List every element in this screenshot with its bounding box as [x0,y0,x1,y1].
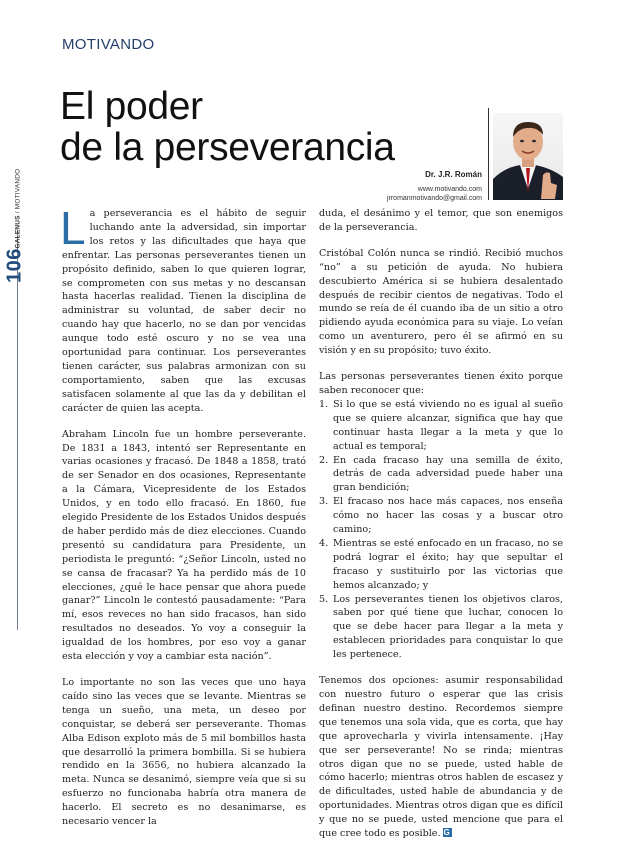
page-number-text: 106 [3,248,26,283]
success-list [319,398,563,662]
author-email: jrromanmotivando@gmail.com [386,195,482,202]
list-item-text: Si lo que se está viviendo no es igual al sueño que se quiere alcanzar, significa que hay que continuar hasta llegar a la meta y que lo actual es temporal; [333,398,563,452]
paragraph-edison-continued: duda, el desánimo y el temor, que son enemigos de la perseverancia. [319,208,563,233]
author-portrait-illustration [493,113,563,200]
list-item-number: 4. [319,537,329,549]
running-label-brand: GALENUS [14,215,22,249]
list-item-number: 3. [319,496,329,508]
section-label: MOTIVANDO [62,36,155,53]
list-item-number: 1. [319,398,329,410]
list-item-text: Los perseverantes tienen los objetivos claros, saben por qué tiene que luchar, conocen lo que se debe hacer para llegar a la meta y establecen prioridades para conquistar lo que les pertenece. [333,593,563,661]
paragraph-colon: Cristóbal Colón nunca se rindió. Recibió muchos “no” a su petición de ayuda. No hubiera descubierto América si se hubiera desalentado después de recibir cientos de negativas. Todo el mundo se reía de él cuando iba de un sitio a otro pidiendo ayuda económica para su viaje. Lo veían como un aventurero, pero él se afirmó en su visión y en su propósito; tuvo éxito. [319,247,563,357]
list-item [319,593,563,663]
list-item-text: El fracaso nos hace más capaces, nos enseña cómo no hacer las cosas y a buscar otro camino; [333,496,563,536]
author-website: www.motivando.com [417,186,482,193]
paragraph-lincoln: Abraham Lincoln fue un hombre perseverante. De 1831 a 1843, intentó ser Representante en varias ocasiones y fracasó. De 1848 a 1858, trató de ser Senador en dos ocasiones, Representante a la Cámara, Vicepresidente de los Estados Unidos, y en todo ello fracasó. En 1860, fue elegido Presidente de los Estados Unidos después de haber perdido más de diez elecciones. Cuando presentó su candidatura para Presidente, un periodista le preguntó: “¿Señor Lincoln, usted no se cansa de fracasar? Ya ha perdido más de 10 elecciones, ¿qué le hace pensar que ahora puede ganar?” Lincoln le contestó pausadamente: “Para mí, esos reveces no han sido fracasos, han sido resultados no deseados. Yo voy a conseguir la igualdad de los hombres, por eso voy a ganar esta elección y voy a cambiar esta nación”. [62,428,306,663]
list-item [319,537,563,593]
paragraph-list-intro: Las personas perseverantes tienen éxito porque saben reconocer que: [319,371,563,396]
article-title-line2: de la perseverancia [60,126,395,169]
author-name: Dr. J.R. Román [425,170,482,179]
byline-divider [488,108,489,200]
article-column-2 [319,207,563,853]
list-item [319,398,563,454]
page-number [4,242,26,290]
galenus-end-mark-icon [443,828,452,837]
author-portrait [493,113,563,200]
drop-cap: L [60,202,86,254]
running-label-section: / MOTIVANDO [14,168,22,216]
paragraph-edison: Lo importante no son las veces que uno haya caído sino las veces que se levante. Mientras se tenga un sueño, una meta, un deseo por conquistar, se deberá ser perseverante. Thomas Alba Edison exploto más de 5 mil bombillos hasta que desarrolló la primera bombilla. Si se hubiera rendido en la 3656, no hubiera alcanzado la meta. Nunca se desanimó, siempre veía que si su esfuerzo no funcionaba habría otra manera de hacerlo. El secreto es no desanimarse, es necesario vencer la [62,677,306,828]
paragraph-conclusion-text: Tenemos dos opciones: asumir responsabilidad con nuestro futuro o esperar que las crisis definan nuestro destino. Recordemos siempre que tenemos una sola vida, que es corta, que hay que aprovecharla y vivirla intensamente. ¡Hay que ser perseverante! No se rinda; mientras otros digan que no se puede, usted hable de cómo hacerlo; mientras otros hablen de escasez y de dificultades, usted hable de abundancia y de oportunidades. Mientras otros digan que es difícil y que no se puede, usted mencione que para el que cree todo es posible. [319,675,563,840]
list-item [319,454,563,496]
list-item-number: 2. [319,454,329,466]
paragraph-intro-text: a perseverancia es el hábito de seguir luchando ante la adversidad, sin importar los retos y las dificultades que haya que enfrentar. Las personas perseverantes tienen un propósito definido, saben lo que quieren lograr, se comprometen con sus metas y no descansan hasta hacerlas realidad. Tienen la disciplina de administrar su voluntad, de saber decir no cuando hay que hacerlo, no se dan por vencidas aunque todo esté oscuro y no se vea una oportunidad para continuar. Los perseverantes tienen carácter, sus palabras armonizan con su comportamiento, saben que las excusas satisfacen solamente al que las da y debilitan el carácter de quien las acepta. [62,208,306,414]
article-column-1 [60,202,306,841]
running-label [15,149,22,249]
list-item-text: En cada fracaso hay una semilla de éxito, detrás de cada adversidad puede haber una gran bendición; [333,454,563,494]
article-title [60,86,395,168]
paragraph-conclusion [319,674,563,841]
list-item-text: Mientras se esté enfocado en un fracaso, no se podrá lograr el éxito; hay que sepultar el fracaso y sustituirlo por las victorias que hemos alcanzado; y [333,537,563,591]
author-contact [350,185,482,203]
list-item-number: 5. [319,593,329,605]
paragraph-intro [60,202,306,416]
article-title-line1: El poder [60,85,203,128]
list-item [319,495,563,537]
